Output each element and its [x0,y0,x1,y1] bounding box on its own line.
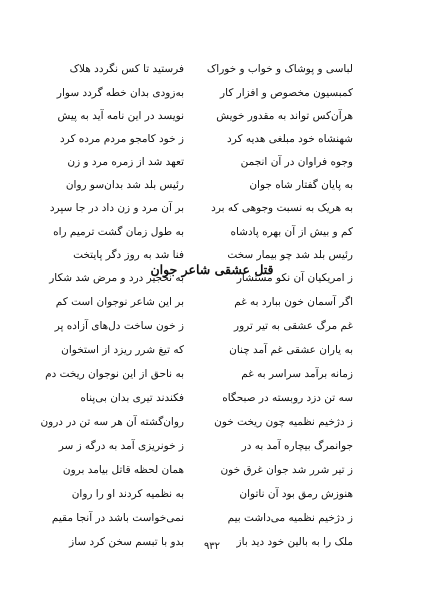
couplet [0,362,424,386]
couplet [0,151,424,174]
verse-right: هرآن‌کس تواند به مقدور خویش [216,109,353,122]
verse-left: که تیغ شرر ریزد از استخوان [61,343,184,356]
couplet [0,128,424,151]
verse-right: زمانه برآمد سراسر به غم [241,367,353,380]
verse-right: ملک را به بالین خود دید باز [236,535,353,548]
verse-right: به هریک به نسبت وجوهی که برد [211,202,353,215]
couplet [0,104,424,127]
verse-right: سه تن دزد روبسته در صبحگاه [222,391,353,404]
verse-left: به طول زمان گشت ترمیم راه [53,225,184,238]
verse-right: ز دژخیم نظمیه چون ریخت خون [214,415,353,428]
verse-right: به پایان گفتار شاه جوان [249,179,353,192]
couplet [0,314,424,338]
verse-right: غم مرگ عشقی به تیر ترور [234,319,353,332]
couplet [0,410,424,434]
verse-left: بر این شاعر نوجوان است کم [55,295,184,308]
verse-left: فکندند تیری بدان بی‌پناه [80,391,184,404]
verse-right: وجوه فراوان در آن انجمن [240,156,353,169]
couplet [0,174,424,197]
couplet [0,386,424,410]
verse-left: بر آن مرد و زن داد در جا سپرد [49,202,184,215]
verse-left: نویسد در این نامه آید به پیش [57,109,184,122]
verse-left: همان لحظه قاتل بیامد برون [62,463,184,476]
verse-left: رئیس بلد شد بدان‌سو روان [65,179,184,192]
verse-left: فرستید تا کس نگردد هلاک [69,63,184,76]
verse-right: کم و بیش از آن بهره پادشاه [230,225,353,238]
verse-right: شهنشاه خود مبلغی هدیه کرد [227,132,353,145]
couplet [0,220,424,243]
verse-left: به نخجیر درد و مرض شد شکار [49,272,184,285]
verse-right: رئیس بلد شد چو بیمار سخت [227,248,353,261]
verse-right: هنوزش رمق بود آن ناتوان [239,487,353,500]
verse-right: لباسی و پوشاک و خواب و خوراک [206,63,353,76]
verse-left: به‌زودی بدان خطه گردد سوار [56,86,184,99]
couplet [0,458,424,482]
verse-right: به یاران عشقی غم آمد چنان [229,343,353,356]
verse-left: فنا شد به روز دگر پایتخت [73,248,184,261]
couplet [0,434,424,458]
verse-right: ز تیر شرر شد جوان غرق خون [220,463,353,476]
verse-right: کمبسیون مخصوص و افزار کار [220,86,353,99]
couplet [0,482,424,506]
verse-left: بدو با تبسم سخن کرد ساز [69,535,184,548]
verse-left: ز خون ساخت دل‌های آزاده پر [54,319,184,332]
poem-section-2 [0,290,424,554]
verse-right: جوانمرگ بیچاره آمد به در [241,439,353,452]
couplet [0,506,424,530]
verse-left: به نظمیه کردند او را روان [71,487,184,500]
section-title: قتل عشقی شاعر جوان [150,262,274,277]
couplet [0,197,424,220]
couplet [0,58,424,81]
verse-right: اگر آسمان خون ببارد به غم [234,295,353,308]
verse-right: ز امریکیان آن نکو مستشار [236,272,353,285]
page-number: ۹۳۲ [203,541,221,552]
couplet [0,290,424,314]
verse-left: ز خونریزی آمد به درگه ز سر [58,439,184,452]
couplet [0,81,424,104]
verse-left: تعهد شد از زمره مرد و زن [67,156,184,169]
verse-left: نمی‌خواست باشد در آنجا مقیم [51,511,184,524]
verse-right: ز دژخیم نظمیه می‌داشت بیم [227,511,353,524]
verse-left: به ناحق از این نوجوان ریخت دم [45,367,184,380]
couplet [0,338,424,362]
verse-left: ز خود کامجو مردم مرده کرد [59,132,184,145]
verse-left: روان‌گشته آن هر سه تن در درون [40,415,184,428]
poem-section-1 [0,58,424,290]
